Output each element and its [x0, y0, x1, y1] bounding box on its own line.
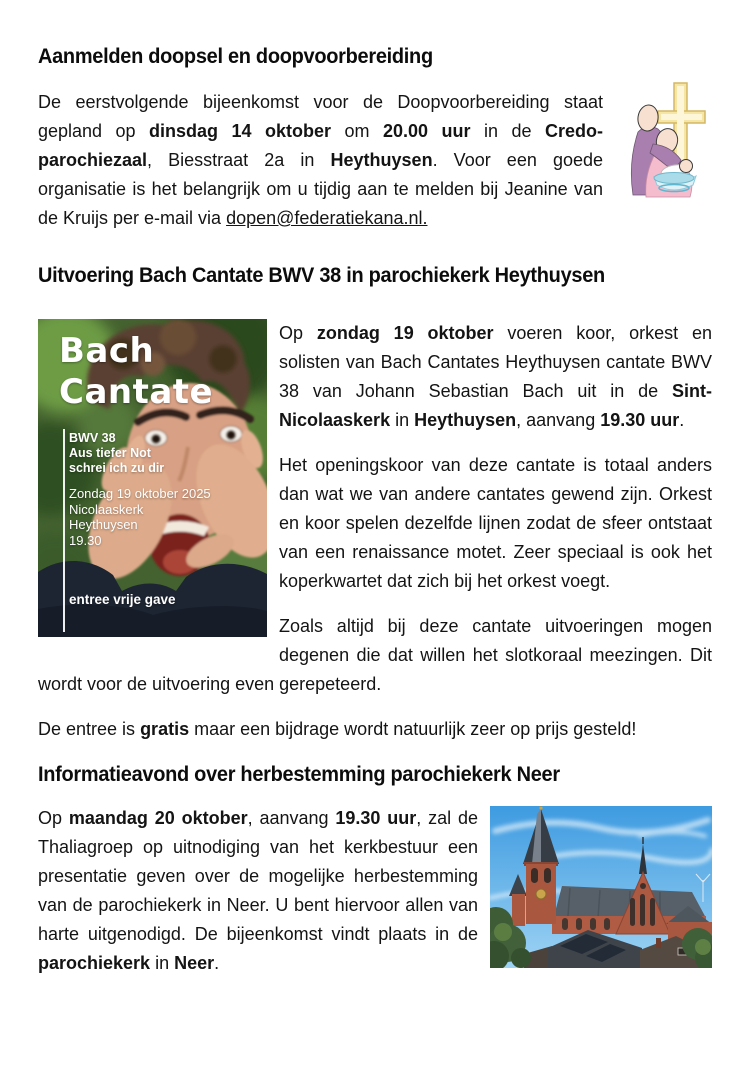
text-run: , zal de Thaliagroep op uitnodiging van het kerkbestuur een presentatie geven over de mogelijke herbestemming van de parochiekerk in Neer. U bent hiervoor allen van harte uitgenodigd. De bijeenkomst vindt plaats in de — [38, 808, 478, 944]
text-run: om — [331, 121, 383, 141]
text-run: in de — [470, 121, 545, 141]
section-neer — [38, 762, 712, 978]
heading-text: Aanmelden doopsel en doopvoorbereiding — [38, 45, 433, 68]
text-run: Op — [279, 323, 317, 343]
bach-cantate-poster — [38, 319, 267, 637]
poster-work-subtitle1: Aus tiefer Not — [69, 446, 151, 460]
section-heading-bach — [38, 263, 712, 289]
text-run: maar een bijdrage wordt natuurlijk zeer op prijs gesteld! — [189, 719, 637, 739]
text-run: De entree is — [38, 719, 141, 739]
text-run: . Voor een goede organisatie is het belangrijk om u tijdig aan te melden bij Jeanine van de Kruijs per e-mail via — [38, 150, 603, 228]
poster-date: Zondag 19 oktober 2025 — [69, 486, 211, 501]
text-run: 20.00 uur — [383, 121, 471, 141]
text-run: , Biesstraat 2a in — [147, 150, 331, 170]
paragraph-doopsel — [38, 88, 712, 233]
poster-work: BWV 38 — [69, 431, 116, 445]
text-run: in — [150, 953, 175, 973]
paragraph-bach-4 — [38, 715, 712, 744]
text-run: dinsdag 14 oktober — [149, 121, 332, 141]
text-run: zondag 19 oktober — [316, 323, 494, 343]
text-run: voeren koor, orkest en solisten van Bach Cantates Heythuysen cantate BWV 38 van Johann Sebastian Bach uit in de — [279, 323, 713, 401]
section-bach — [38, 263, 712, 744]
text-run: maandag 20 oktober — [68, 808, 248, 828]
baptism-clipart-drawing — [617, 82, 712, 204]
text-run: , aanvang — [516, 410, 601, 430]
poster-title-line2: Cantate — [59, 372, 214, 412]
text-run: 19.30 uur — [600, 410, 680, 430]
text-run: . — [214, 953, 220, 973]
poster-title-line1: Bach — [59, 331, 155, 371]
section-doopsel — [38, 44, 712, 233]
poster-town: Heythuysen — [69, 517, 138, 532]
text-run: 19.30 uur — [335, 808, 417, 828]
text-run: De eerstvolgende bijeenkomst voor de Doopvoorbereiding staat gepland op — [38, 92, 603, 141]
section-heading-doopsel — [38, 44, 712, 70]
text-run: Op — [38, 808, 69, 828]
poster-time: 19.30 — [69, 532, 102, 548]
poster-work-subtitle2: schrei ich zu dir — [69, 461, 165, 475]
text-run: , aanvang — [247, 808, 336, 828]
text-run: Het openingskoor van deze cantate is totaal anders dan wat we van andere cantates gewend zijn. Orkest en koor spelen dezelfde lijnen zodat de sfeer ontstaat van een renaissance motet. Zeer speciaal is ook het koperkwartet dat zich bij het orkest voegt. — [279, 455, 712, 591]
poster-work-block — [69, 431, 164, 476]
church-photo — [490, 806, 712, 968]
text-run: Sint-Nicolaaskerk — [279, 381, 712, 430]
text-run: gratis — [140, 719, 190, 739]
heading-text: Informatieavond over herbestemming parochiekerk Neer — [38, 763, 560, 786]
text-run: Heythuysen — [330, 150, 433, 170]
baptism-clipart — [617, 82, 712, 204]
poster-details-block — [69, 486, 211, 548]
church-photo-drawing — [490, 806, 712, 968]
text-run: . — [679, 410, 685, 430]
email-link[interactable]: dopen@federatiekana.nl. — [226, 208, 428, 228]
text-run: Neer — [174, 953, 215, 973]
poster-entry-note: entree vrije gave — [69, 592, 176, 607]
text-run: Zoals altijd bij deze cantate uitvoeringen mogen degenen die dat willen het slotkoraal meezingen. Dit wordt voor de uitvoering even gerepeteerd. — [38, 616, 712, 694]
poster-title — [59, 331, 213, 413]
text-run: Heythuysen — [414, 410, 517, 430]
text-run: parochiekerk — [38, 953, 151, 973]
poster-venue: Nicolaaskerk — [69, 501, 144, 517]
text-run: Credo-parochiezaal — [38, 121, 603, 170]
section-heading-neer — [38, 762, 712, 788]
poster-divider-line — [63, 429, 65, 632]
heading-text: Uitvoering Bach Cantate BWV 38 in parochiekerk Heythuysen — [38, 264, 605, 287]
text-run: in — [390, 410, 415, 430]
